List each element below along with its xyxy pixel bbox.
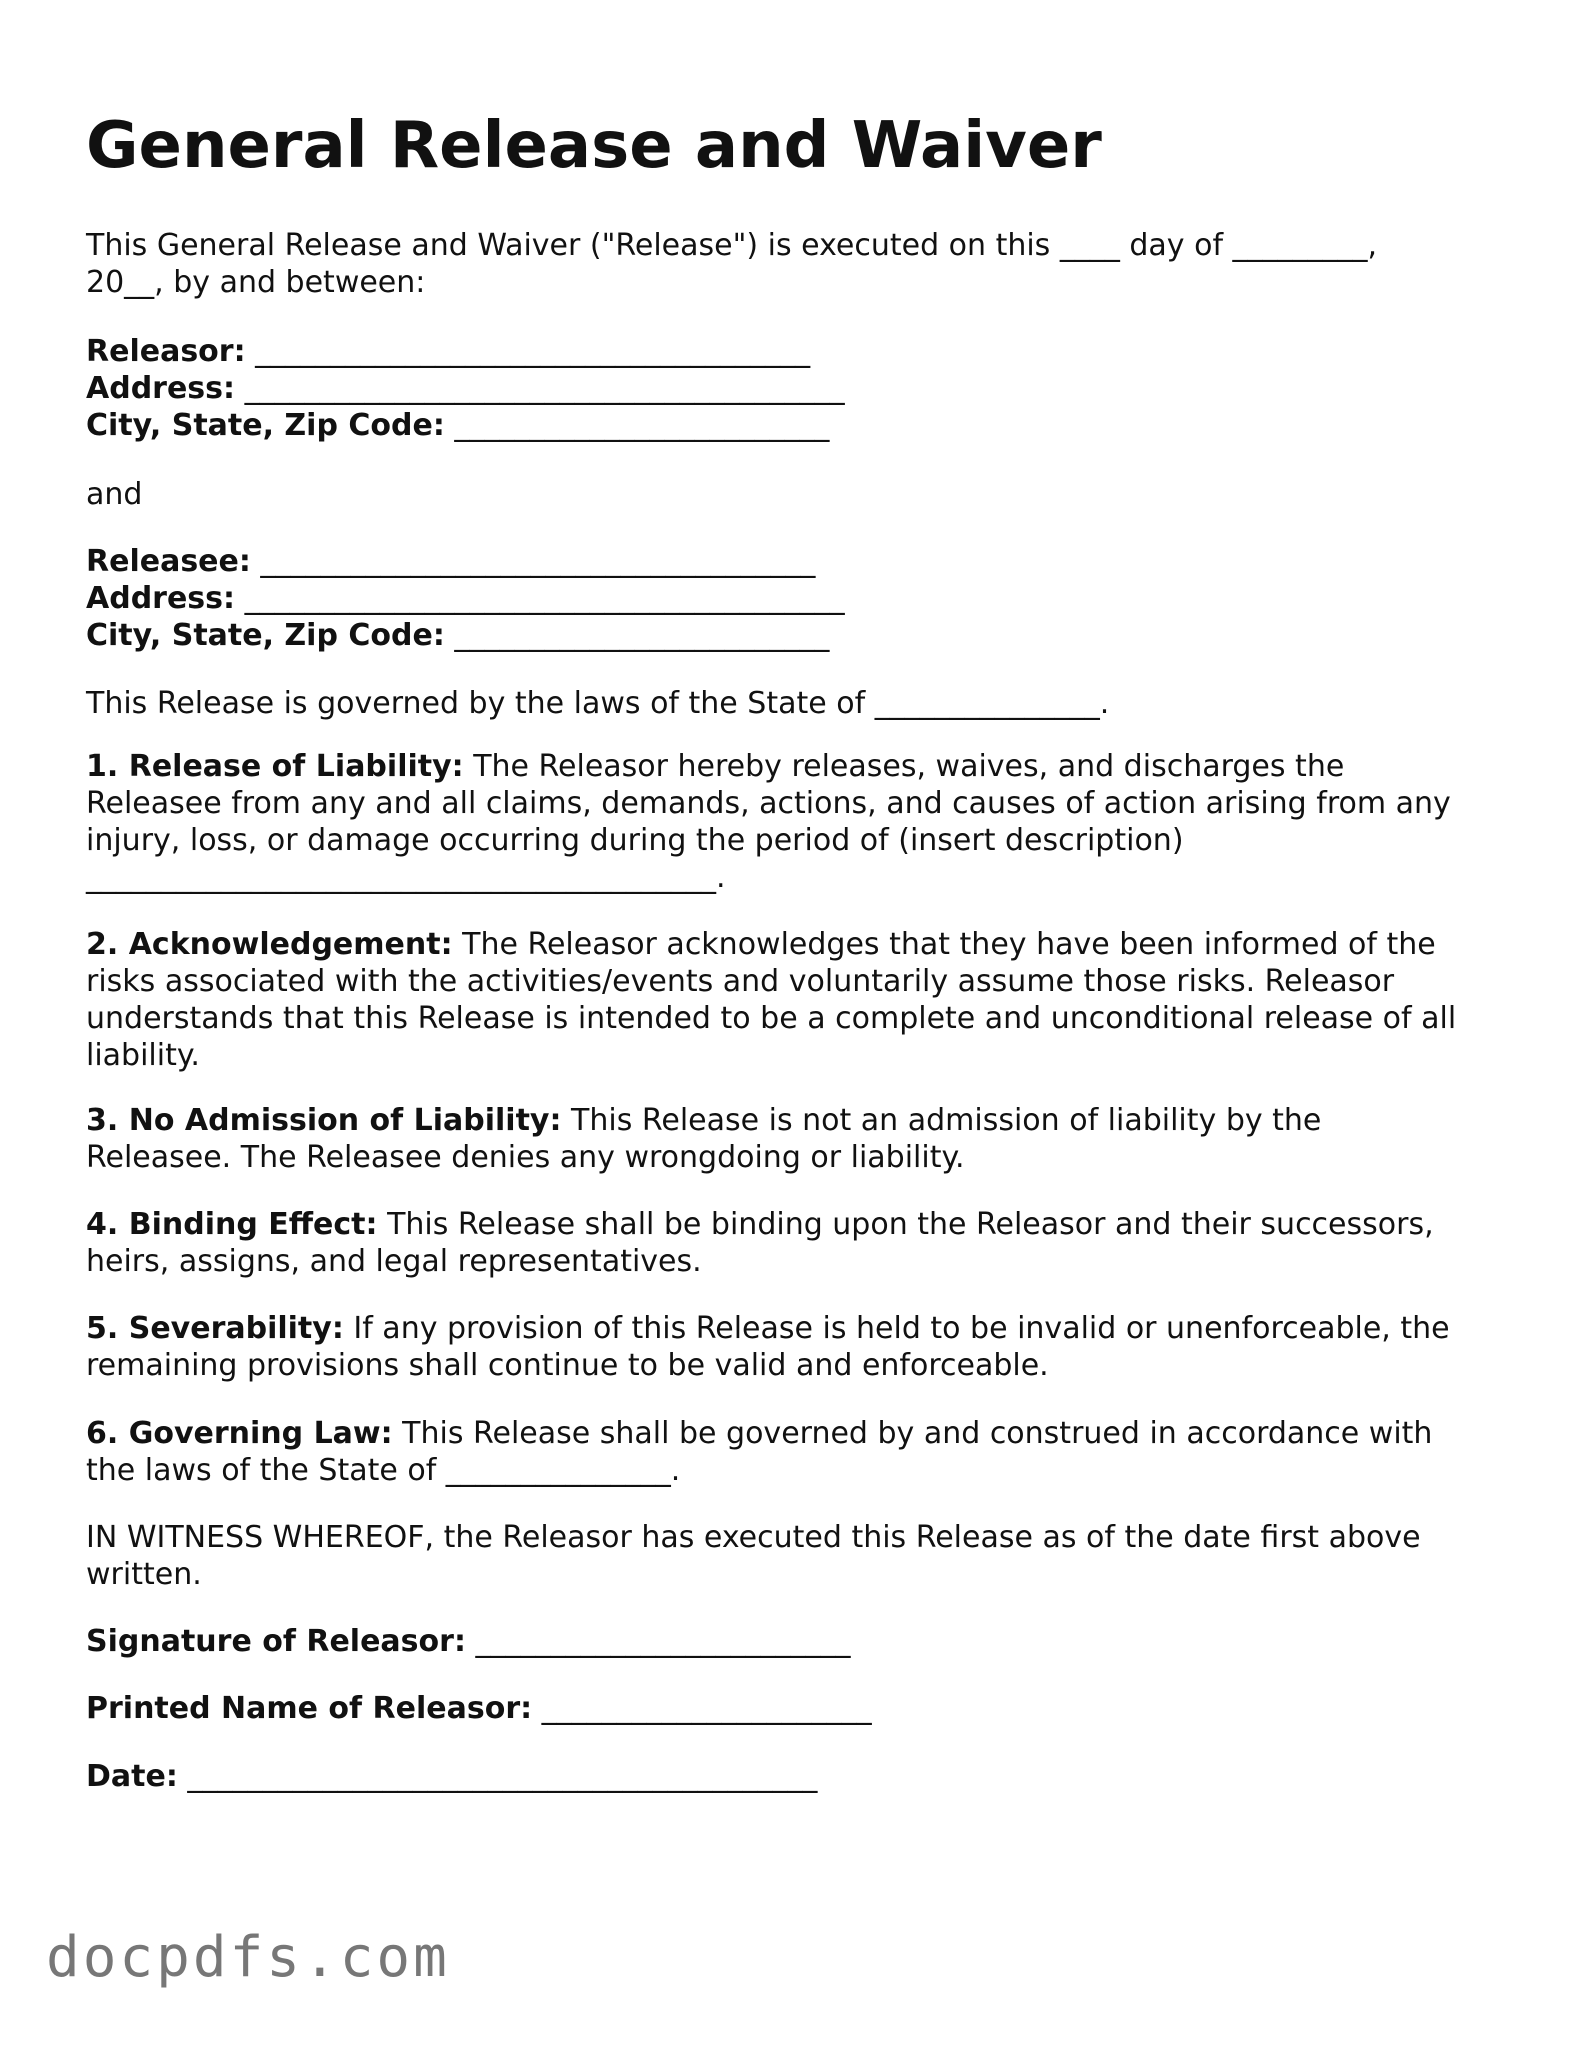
- document-title: General Release and Waiver: [86, 109, 1102, 183]
- section-3-line-1: This Release is not an admission of liability by the: [561, 1103, 1322, 1138]
- section-1-line-4: __________________________________________.: [86, 860, 726, 895]
- releasor-address-field[interactable]: [86, 370, 1506, 407]
- releasee-name-field[interactable]: [86, 543, 1506, 580]
- section-severability: [86, 1310, 1506, 1384]
- section-4-line-1: This Release shall be binding upon the Releasor and their successors,: [377, 1207, 1434, 1242]
- releasor-name-blank: _____________________________________: [245, 334, 811, 369]
- governed-paragraph: [86, 685, 1506, 722]
- releasee-name-label: Releasee:: [86, 544, 251, 579]
- section-governing-law: [86, 1415, 1506, 1489]
- section-5-line-1: If any provision of this Release is held to be invalid or unenforceable, the: [343, 1311, 1450, 1346]
- section-2-line-1: The Releasor acknowledges that they have been informed of the: [452, 927, 1436, 962]
- releasor-address-label: Address:: [86, 371, 236, 406]
- witness-line-2: written.: [86, 1557, 202, 1592]
- section-3-heading: 3. No Admission of Liability:: [86, 1103, 562, 1138]
- section-no-admission: [86, 1102, 1506, 1176]
- section-5-heading: 5. Severability:: [86, 1311, 344, 1346]
- releasee-city-field[interactable]: [86, 617, 1506, 654]
- section-6-line-2: the laws of the State of _______________.: [86, 1453, 681, 1488]
- releasee-address-field[interactable]: [86, 580, 1506, 617]
- releasee-address-blank: ________________________________________: [235, 581, 845, 616]
- releasor-city-blank: _________________________: [444, 408, 830, 443]
- releasee-city-label: City, State, Zip Code:: [86, 618, 445, 653]
- section-acknowledgement: [86, 926, 1506, 1074]
- and-label: and: [86, 477, 143, 512]
- governed-text: This Release is governed by the laws of the State of _______________.: [86, 686, 1110, 721]
- intro-line-1: This General Release and Waiver ("Release") is executed on this ____ day of _________,: [86, 228, 1378, 263]
- section-2-line-4: liability.: [86, 1038, 200, 1073]
- printed-name-blank: ______________________: [532, 1691, 872, 1726]
- watermark-logo: docpdfs.com: [46, 1925, 450, 1990]
- section-4-line-2: heirs, assigns, and legal representatives.: [86, 1244, 702, 1279]
- releasee-address-label: Address:: [86, 581, 236, 616]
- section-6-line-1: This Release shall be governed by and construed in accordance with: [392, 1416, 1433, 1451]
- section-1-line-1: The Releasor hereby releases, waives, and discharges the: [463, 749, 1345, 784]
- section-1-line-3: injury, loss, or damage occurring during the period of (insert description): [86, 823, 1184, 858]
- section-4-heading: 4. Binding Effect:: [86, 1207, 378, 1242]
- intro-paragraph: [86, 227, 1506, 301]
- date-blank: __________________________________________: [177, 1759, 818, 1794]
- releasee-block: [86, 543, 1506, 654]
- printed-name-field[interactable]: [86, 1690, 1506, 1727]
- witness-paragraph: [86, 1519, 1506, 1593]
- section-2-line-3: understands that this Release is intended to be a complete and unconditional release of all: [86, 1001, 1457, 1036]
- and-text: [86, 476, 1506, 513]
- releasor-address-blank: ________________________________________: [235, 371, 845, 406]
- releasor-city-label: City, State, Zip Code:: [86, 408, 445, 443]
- releasor-name-field[interactable]: [86, 333, 1506, 370]
- releasor-name-label: Releasor:: [86, 334, 246, 369]
- section-5-line-2: remaining provisions shall continue to be valid and enforceable.: [86, 1348, 1049, 1383]
- releasee-name-blank: _____________________________________: [250, 544, 816, 579]
- section-1-heading: 1. Release of Liability:: [86, 749, 464, 784]
- witness-line-1: IN WITNESS WHEREOF, the Releasor has executed this Release as of the date first above: [86, 1520, 1421, 1555]
- section-2-heading: 2. Acknowledgement:: [86, 927, 453, 962]
- section-2-line-2: risks associated with the activities/events and voluntarily assume those risks. Releasor: [86, 964, 1395, 999]
- section-6-heading: 6. Governing Law:: [86, 1416, 393, 1451]
- releasee-city-blank: _________________________: [444, 618, 830, 653]
- signature-label: Signature of Releasor:: [86, 1624, 466, 1659]
- section-binding-effect: [86, 1206, 1506, 1280]
- section-1-line-2: Releasee from any and all claims, demands, actions, and causes of action arising from any: [86, 786, 1451, 821]
- date-field[interactable]: [86, 1758, 1506, 1795]
- releasor-block: [86, 333, 1506, 444]
- releasor-city-field[interactable]: [86, 407, 1506, 444]
- section-3-line-2: Releasee. The Releasee denies any wrongdoing or liability.: [86, 1140, 965, 1175]
- date-label: Date:: [86, 1759, 178, 1794]
- signature-blank: _________________________: [465, 1624, 851, 1659]
- printed-name-label: Printed Name of Releasor:: [86, 1691, 533, 1726]
- intro-line-2: 20__, by and between:: [86, 265, 426, 300]
- section-release-of-liability: [86, 748, 1506, 896]
- signature-field[interactable]: [86, 1623, 1506, 1660]
